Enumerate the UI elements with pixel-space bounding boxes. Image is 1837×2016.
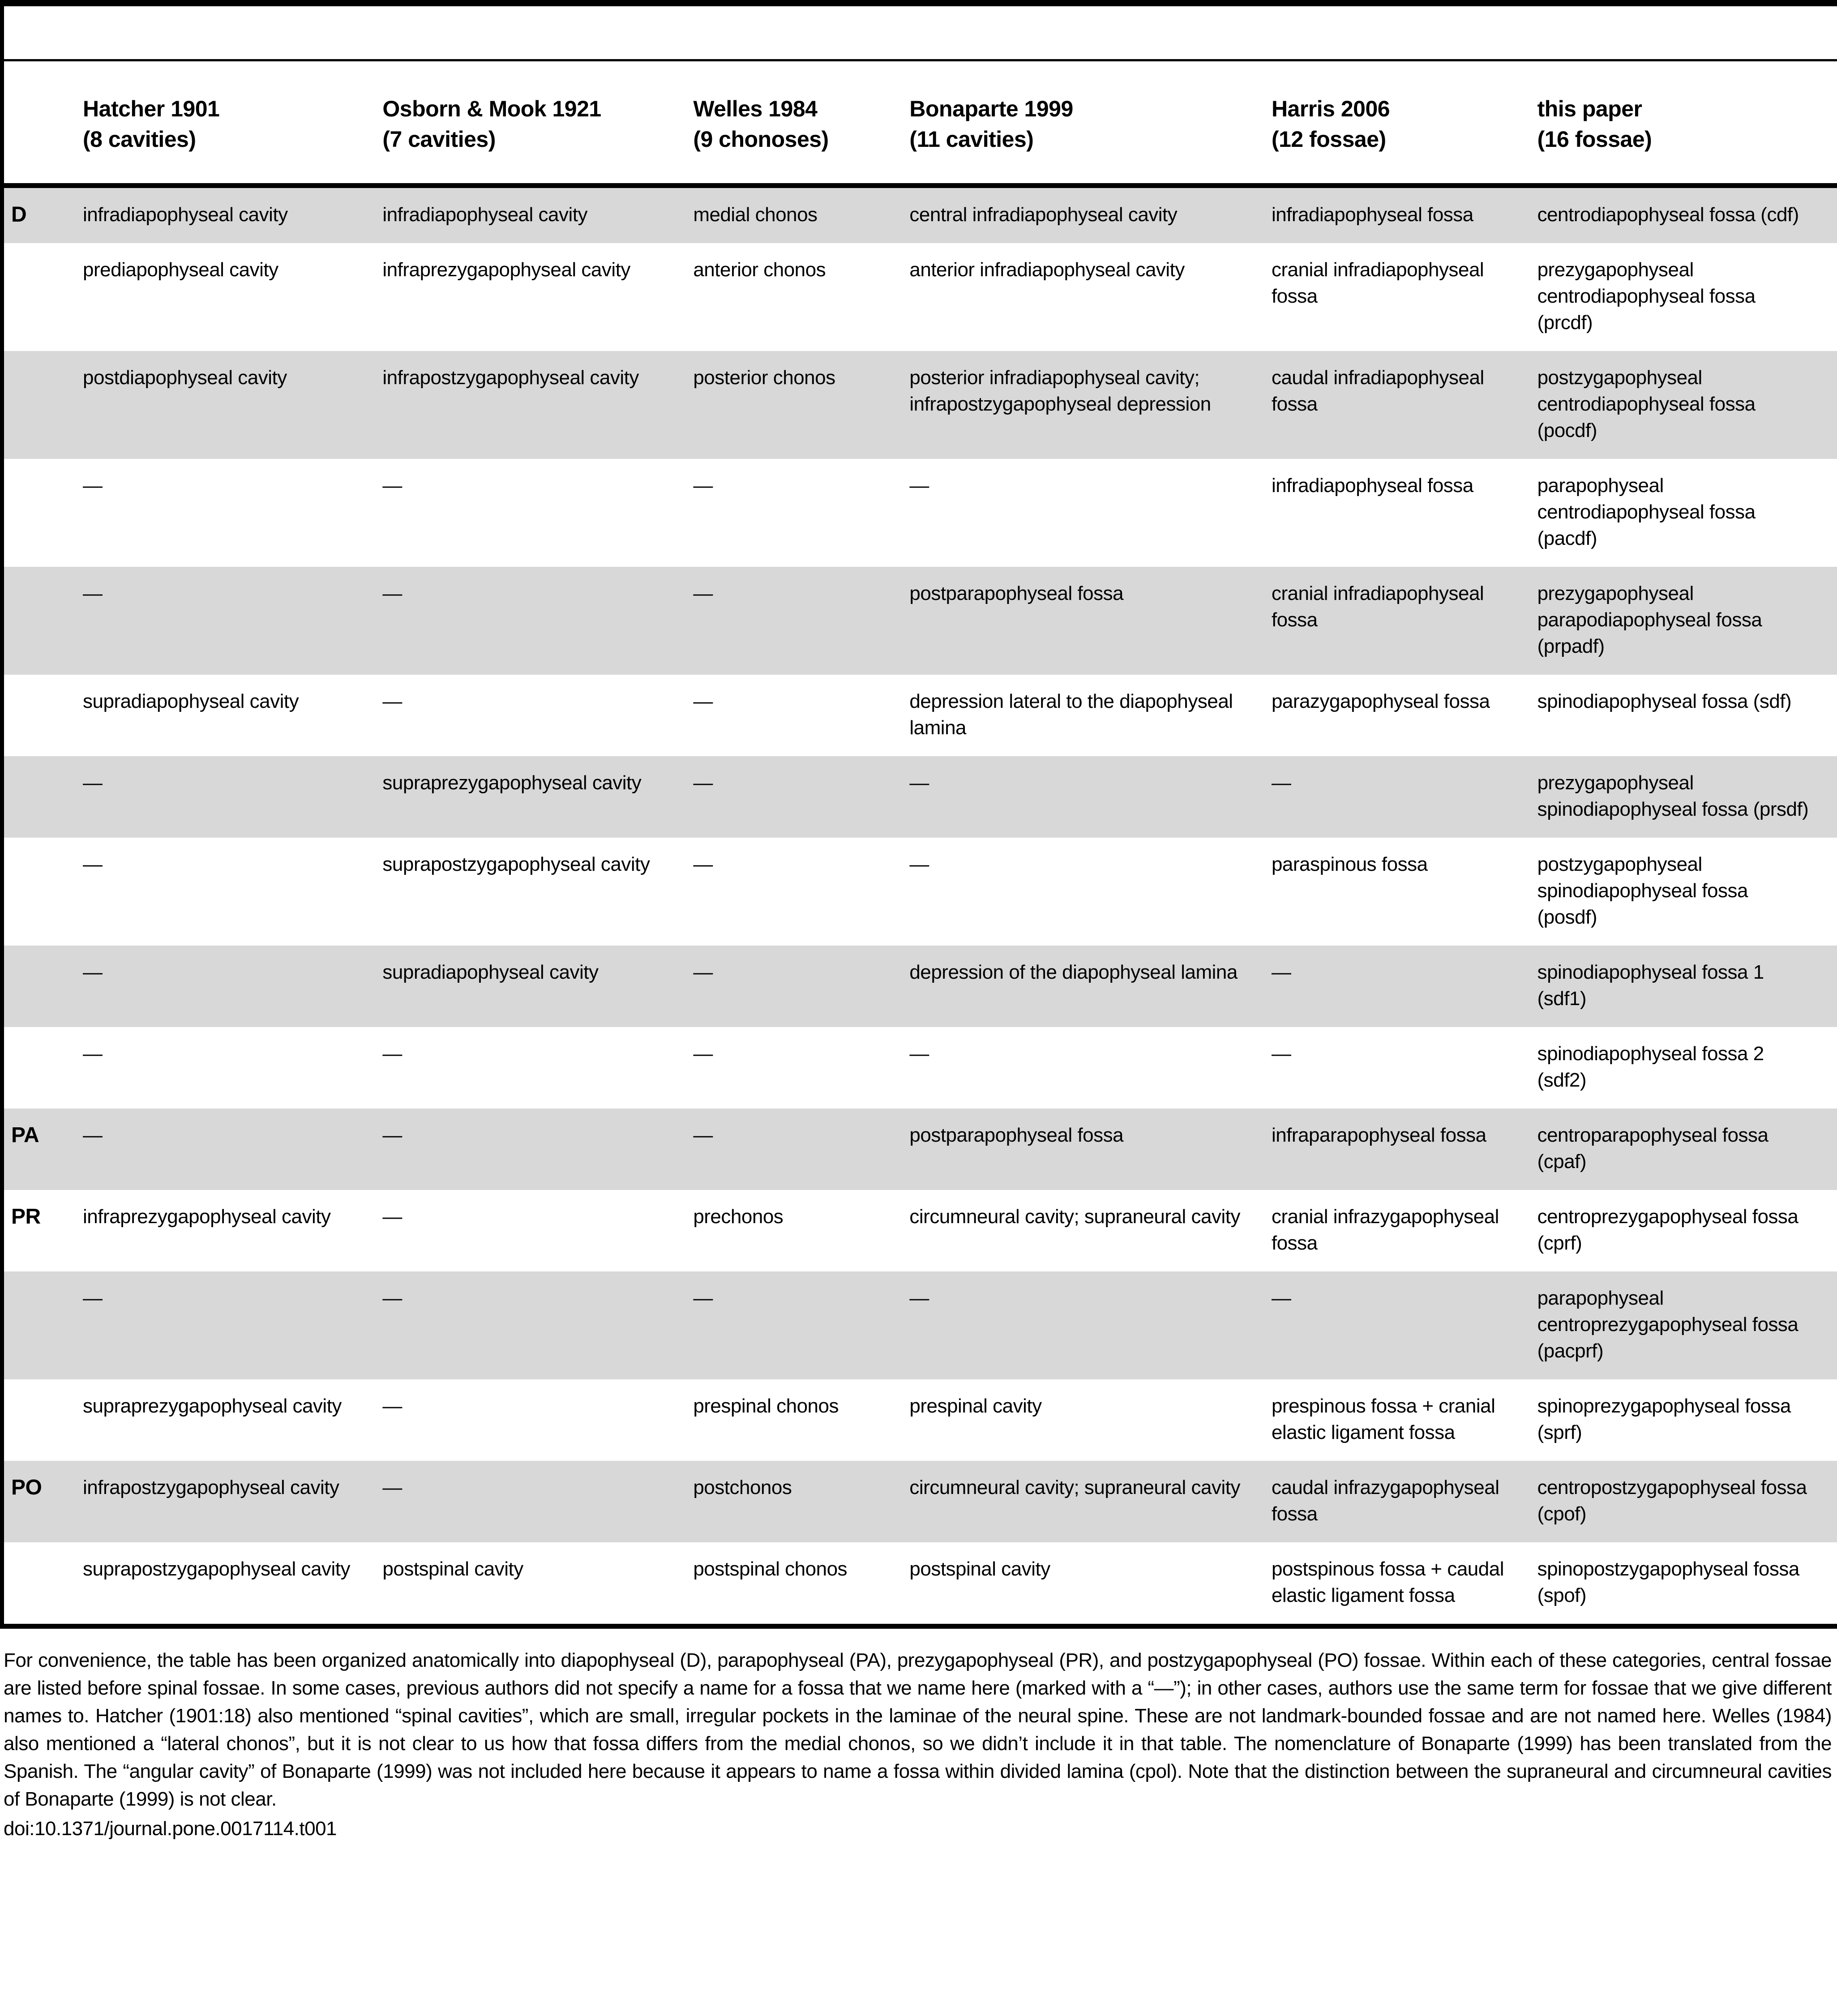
table-cell: — [693,756,909,838]
table-cell: cranial infradiapophyseal fossa [1272,567,1537,675]
table-cell: supradiapophyseal cavity [382,946,693,1027]
table-row [4,675,1837,756]
table-cell: posterior chonos [693,351,909,459]
table-cell: — [382,690,402,712]
table-cell: cranial infrazygapophyseal fossa [1271,1206,1499,1254]
column-header-subtitle: (11 cavities) [909,127,1034,152]
row-label-cell: PA [4,1109,83,1190]
table-cell: — [83,853,103,875]
table-cell: — [693,475,713,497]
row-label-cell [4,1271,83,1379]
table-cell: medial chonos [693,186,909,244]
row-label-cell [4,351,83,459]
table-row [4,1027,1837,1109]
table-cell: — [382,1109,693,1190]
table-header-row [4,60,1837,186]
table-cell: postzygapophyseal centrodiapophyseal fossa (pocdf) [1537,351,1837,459]
table-cell: spinodiapophyseal fossa 2 (sdf2) [1537,1043,1764,1091]
column-header-subtitle: (12 fossae) [1271,127,1386,152]
table-row [4,1379,1837,1461]
table-cell: — [909,475,929,497]
table-cell: — [382,1395,402,1417]
table-cell: prespinal chonos [693,1395,839,1417]
table-cell: centropostzygapophyseal fossa (cpof) [1537,1461,1837,1542]
table-cell: suprapostzygapophyseal cavity [382,853,650,875]
table-cell: — [909,1043,929,1065]
table-row [4,1190,1837,1271]
column-header-subtitle: (16 fossae) [1537,127,1652,152]
row-label-cell [4,1542,83,1626]
table-cell: infraparapophyseal fossa [1272,1109,1537,1190]
table-cell: parapophyseal centrodiapophyseal fossa (pacdf) [1537,475,1756,549]
column-header-subtitle: (8 cavities) [83,127,196,152]
column-header-title: Welles 1984 [693,96,818,121]
table-cell: infradiapophyseal fossa [1271,475,1473,497]
row-label-cell: PO [4,1461,83,1542]
table-cell: depression lateral to the diapophyseal lamina [909,690,1233,739]
row-label-cell [4,838,83,946]
table-cell: infrapostzygapophyseal cavity [382,351,693,459]
table-cell: postspinal cavity [909,1558,1050,1580]
table-cell: suprapostzygapophyseal cavity [83,1558,350,1580]
table-cell: — [382,1461,693,1542]
table-row [4,351,1837,459]
comparison-table-block [0,6,1837,1629]
table-row [4,1461,1837,1542]
table-cell: paraspinous fossa [1271,853,1428,875]
table-row [4,459,1837,567]
column-header-1 [83,60,382,186]
table-cell: postdiapophyseal cavity [83,351,382,459]
fossa-nomenclature-table [4,59,1837,1629]
table-cell: supraprezygapophyseal cavity [382,756,693,838]
table-cell: postzygapophyseal spinodiapophyseal fossa (posdf) [1537,853,1748,928]
table-cell: — [693,690,713,712]
table-cell: spinoprezygapophyseal fossa (sprf) [1537,1395,1791,1443]
row-label-cell [4,1027,83,1109]
table-cell: — [83,1043,103,1065]
table-cell: prediapophyseal cavity [83,259,278,281]
table-cell: — [382,1271,693,1379]
row-category-header-cell [4,60,83,186]
table-cell: — [693,1043,713,1065]
table-cell: cranial infradiapophyseal fossa [1271,259,1484,307]
column-header-title: Bonaparte 1999 [909,96,1073,121]
table-cell: circumneural cavity; supraneural cavity [909,1461,1272,1542]
table-cell: prezygapophyseal centrodiapophyseal fossa (prcdf) [1537,259,1756,334]
table-cell: parapophyseal centroprezygapophyseal fossa (pacprf) [1537,1271,1837,1379]
table-cell: centroprezygapophyseal fossa (cprf) [1537,1206,1798,1254]
doi-line: doi:10.1371/journal.pone.0017114.t001 [4,1818,337,1840]
column-header-2 [382,60,693,186]
table-row [4,567,1837,675]
column-header-5 [1272,60,1537,186]
table-cell: posterior infradiapophyseal cavity; infrapostzygapophyseal depression [909,351,1272,459]
table-cell: infrapostzygapophyseal cavity [83,1461,382,1542]
table-cell: — [83,946,382,1027]
table-cell: postparapophyseal fossa [909,1109,1272,1190]
column-header-6 [1537,60,1837,186]
table-cell: — [693,1271,909,1379]
column-header-3 [693,60,909,186]
table-cell: — [1271,1043,1291,1065]
table-row [4,838,1837,946]
table-row [4,186,1837,244]
table-cell: — [83,756,382,838]
column-header-title: Harris 2006 [1271,96,1390,121]
table-row [4,946,1837,1027]
table-cell: anterior chonos [693,259,826,281]
table-cell: caudal infrazygapophyseal fossa [1272,1461,1537,1542]
table-cell: — [693,1109,909,1190]
table-row [4,1271,1837,1379]
row-label-cell [4,756,83,838]
table-cell: supradiapophyseal cavity [83,690,299,712]
table-cell: — [382,475,402,497]
row-label-cell [4,946,83,1027]
table-cell: — [909,1271,1272,1379]
table-cell: postspinal chonos [693,1558,848,1580]
table-cell: — [1272,756,1537,838]
table-cell: — [83,567,382,675]
table-cell: — [693,946,909,1027]
row-label-cell [4,1379,83,1461]
table-cell: — [693,567,909,675]
row-label-cell [4,243,83,351]
row-label-cell [4,675,83,756]
table-cell: — [909,853,929,875]
table-cell: centrodiapophyseal fossa (cdf) [1537,186,1837,244]
table-cell: infraprezygapophyseal cavity [382,259,630,281]
table-cell: parazygapophyseal fossa [1271,690,1490,712]
table-cell: — [382,1206,402,1228]
table-cell: spinodiapophyseal fossa (sdf) [1537,690,1792,712]
row-label-cell [4,567,83,675]
column-header-title: this paper [1537,96,1642,121]
column-header-title: Osborn & Mook 1921 [382,96,601,121]
table-row [4,1542,1837,1626]
table-cell: postparapophyseal fossa [909,567,1272,675]
table-cell: prezygapophyseal parapodiapophyseal fossa (prpadf) [1537,567,1837,675]
table-cell: spinopostzygapophyseal fossa (spof) [1537,1558,1799,1606]
table-cell: — [693,853,713,875]
table-row [4,243,1837,351]
table-cell: infradiapophyseal cavity [83,186,382,244]
table-cell: — [83,1109,382,1190]
table-cell: — [83,475,103,497]
table-row [4,756,1837,838]
column-header-4 [909,60,1272,186]
table-cell: infraprezygapophyseal cavity [83,1206,331,1228]
table-cell: — [382,1043,402,1065]
table-cell: prespinous fossa + cranial elastic ligament fossa [1271,1395,1495,1443]
top-rule-bar [0,0,1837,6]
table-cell: spinodiapophyseal fossa 1 (sdf1) [1537,946,1837,1027]
table-cell: — [909,756,1272,838]
table-cell: caudal infradiapophyseal fossa [1272,351,1537,459]
column-header-subtitle: (9 chonoses) [693,127,829,152]
table-cell: postspinal cavity [382,1558,523,1580]
table-cell: anterior infradiapophyseal cavity [909,259,1185,281]
row-label-cell: D [4,186,83,244]
table-cell: centroparapophyseal fossa (cpaf) [1537,1109,1837,1190]
table-cell: postspinous fossa + caudal elastic ligament fossa [1271,1558,1504,1606]
table-cell: central infradiapophyseal cavity [909,186,1272,244]
table-cell: — [1272,1271,1537,1379]
table-cell: postchonos [693,1461,909,1542]
row-label-cell [4,459,83,567]
table-row [4,1109,1837,1190]
row-label-cell: PR [11,1205,41,1228]
table-cell: depression of the diapophyseal lamina [909,946,1272,1027]
table-cell: prezygapophyseal spinodiapophyseal fossa (prsdf) [1537,756,1837,838]
table-cell: infradiapophyseal cavity [382,186,693,244]
table-cell: prespinal cavity [909,1395,1042,1417]
table-cell: — [83,1271,382,1379]
table-footnote: For convenience, the table has been organized anatomically into diapophyseal (D), parapophyseal (PA), prezygapophyseal (PR), and postzygapophyseal (PO) fossae. Within each of these categories, central fossae are listed before spinal fossae. In some cases, previous authors did not specify a name for a fossa that we name here (marked with a “—”); in other cases, authors use the same term for fossae that we give different names to. Hatcher (1901:18) also mentioned “spinal cavities”, which are small, irregular pockets in the laminae of the neural spine. These are not landmark-bounded fossae and are not named here. Welles (1984) also mentioned a “lateral chonos”, but it is not clear to us how that fossa differs from the medial chonos, so we didn’t include it in that table. The nomenclature of Bonaparte (1999) has been translated from the Spanish. The “angular cavity” of Bonaparte (1999) was not included here because it appears to name a fossa within divided lamina (cpol). Note that the distinction between the supraneural and circumneural cavities of Bonaparte (1999) is not clear. [4,1649,1832,1810]
table-cell: infradiapophyseal fossa [1272,186,1537,244]
table-cell: supraprezygapophyseal cavity [83,1395,342,1417]
table-cell: — [382,567,693,675]
table-cell: prechonos [693,1206,784,1228]
table-cell: circumneural cavity; supraneural cavity [909,1206,1240,1228]
table-cell: — [1272,946,1537,1027]
column-header-title: Hatcher 1901 [83,96,220,121]
column-header-subtitle: (7 cavities) [382,127,496,152]
